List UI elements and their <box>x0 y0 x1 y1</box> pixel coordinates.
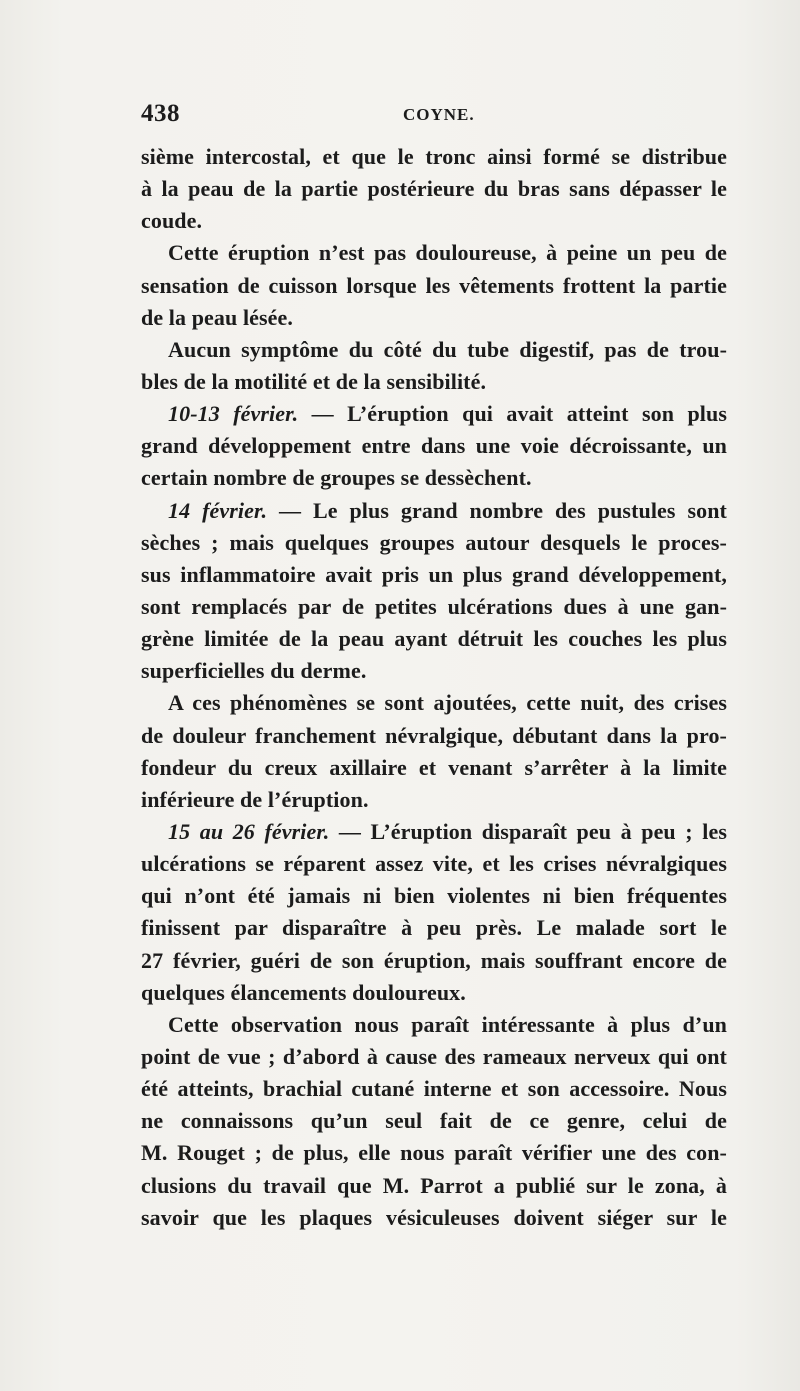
entry-text: — Le plus grand nombre des pustules sont <box>267 497 727 523</box>
entry-date: 15 au 26 février. <box>168 818 330 844</box>
text-line: inférieure de l’éruption. <box>141 786 369 812</box>
text-line: Cette observation nous paraît intéressante à plus d’un <box>168 1011 727 1037</box>
text-line: sus inflammatoire avait pris un plus grand développement, <box>141 561 727 587</box>
body-text <box>141 141 727 1234</box>
text-line: Cette éruption n’est pas douloureuse, à peine un peu de <box>168 240 727 266</box>
text-line: point de vue ; d’abord à cause des rameaux nerveux qui ont <box>141 1043 727 1069</box>
dated-entry-line <box>141 816 727 848</box>
text-line: grène limitée de la peau ayant détruit les couches les plus <box>141 626 727 652</box>
text-line: sèches ; mais quelques groupes autour desquels le proces- <box>141 529 727 555</box>
text-line: certain nombre de groupes se dessèchent. <box>141 465 532 491</box>
text-line: coude. <box>141 208 203 234</box>
text-line: superficielles du derme. <box>141 658 367 684</box>
text-line: sensation de cuisson lorsque les vêtements frottent la partie <box>141 272 727 298</box>
text-line: à la peau de la partie postérieure du bras sans dépasser le <box>141 176 727 202</box>
text-line: A ces phénomènes se sont ajoutées, cette nuit, des crises <box>168 690 727 716</box>
text-line: bles de la motilité et de la sensibilité. <box>141 368 487 394</box>
text-line: clusions du travail que M. Parrot a publié sur le zona, à <box>141 1172 727 1198</box>
text-line: qui n’ont été jamais ni bien violentes ni bien fréquentes <box>141 883 727 909</box>
page-number: 438 <box>141 100 180 127</box>
text-line: ne connaissons qu’un seul fait de ce genre, celui de <box>141 1108 727 1134</box>
running-head: COYNE. <box>403 105 475 124</box>
entry-date: 14 février. <box>168 497 268 523</box>
text-line: savoir que les plaques vésiculeuses doivent siéger sur le <box>141 1204 727 1230</box>
entry-date: 10-13 février. <box>168 401 299 427</box>
text-line: été atteints, brachial cutané interne et son accessoire. Nous <box>141 1076 727 1102</box>
text-line: de la peau lésée. <box>141 304 294 330</box>
page-header <box>141 100 726 134</box>
text-line: sième intercostal, et que le tronc ainsi formé se distribue <box>141 144 727 169</box>
text-line: Aucun symptôme du côté du tube digestif, pas de trou- <box>168 336 727 362</box>
text-line: fondeur du creux axillaire et venant s’arrêter à la limite <box>141 754 727 780</box>
text-line: quelques élancements douloureux. <box>141 979 466 1005</box>
text-line: M. Rouget ; de plus, elle nous paraît vérifier une des con- <box>141 1140 727 1166</box>
entry-text: — L’éruption disparaît peu à peu ; les <box>329 818 728 844</box>
entry-text: — L’éruption qui avait atteint son plus <box>298 401 727 427</box>
text-line: de douleur franchement névralgique, débutant dans la pro- <box>141 722 727 748</box>
text-line: ulcérations se réparent assez vite, et les crises névralgiques <box>141 851 727 877</box>
dated-entry-line <box>141 495 727 527</box>
text-line: 27 février, guéri de son éruption, mais souffrant encore de <box>141 947 727 973</box>
text-line: finissent par disparaître à peu près. Le malade sort le <box>141 915 727 941</box>
dated-entry-line <box>141 398 727 430</box>
text-line: grand développement entre dans une voie décroissante, un <box>141 433 727 459</box>
text-line: sont remplacés par de petites ulcérations dues à une gan- <box>141 593 727 619</box>
